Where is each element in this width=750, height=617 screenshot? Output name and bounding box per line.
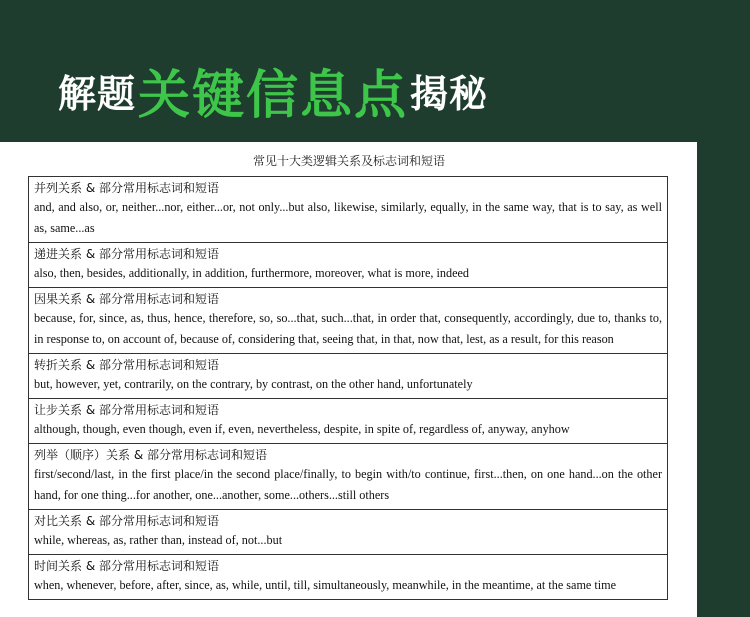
table-row (29, 287, 667, 353)
table-row (29, 509, 667, 554)
row-heading: 并列关系 & 部分常用标志词和短语 (34, 181, 219, 195)
row-heading: 递进关系 & 部分常用标志词和短语 (34, 247, 219, 261)
row-heading: 列举（顺序）关系 & 部分常用标志词和短语 (34, 448, 267, 462)
row-text: first/second/last, in the first place/in the second place/finally, to begin with/to continue, first...then, on one hand...on the other hand, for one thing...for another, one...another, some...others...still others (34, 467, 662, 502)
table-row (29, 177, 667, 242)
logic-relations-table (28, 176, 668, 600)
row-heading: 转折关系 & 部分常用标志词和短语 (34, 358, 219, 372)
row-text: when, whenever, before, after, since, as, while, until, till, simultaneously, meanwhile, in the meantime, at the same time (34, 578, 617, 592)
page-title (58, 50, 488, 130)
row-text: although, though, even though, even if, even, nevertheless, despite, in spite of, regardless of, anyway, anyhow (34, 422, 570, 436)
row-text: while, whereas, as, rather than, instead of, not...but (34, 533, 283, 547)
table-row (29, 353, 667, 398)
row-heading: 时间关系 & 部分常用标志词和短语 (34, 559, 219, 573)
row-text: and, and also, or, neither...nor, either...or, not only...but also, likewise, similarly, equally, in the same way, that is to say, as well as, same...as (34, 200, 662, 235)
title-right: 揭秘 (410, 71, 489, 116)
row-text: also, then, besides, additionally, in addition, furthermore, moreover, what is more, indeed (34, 266, 469, 280)
table-row (29, 554, 667, 599)
header-banner (0, 0, 750, 142)
row-heading: 因果关系 & 部分常用标志词和短语 (34, 292, 219, 306)
table-title: 常见十大类逻辑关系及标志词和短语 (252, 154, 445, 168)
content-panel (0, 142, 697, 617)
title-highlight: 关键信息点 (138, 65, 409, 126)
table-row (29, 242, 667, 287)
row-heading: 让步关系 & 部分常用标志词和短语 (34, 403, 219, 417)
row-text: because, for, since, as, thus, hence, therefore, so, so...that, such...that, in order that, consequently, accordingly, due to, thanks to, in response to, on account of, because of, considering that, seeing that, in that, now that, lest, as a result, for this reason (34, 311, 662, 346)
title-left: 解题 (58, 71, 137, 116)
row-text: but, however, yet, contrarily, on the contrary, by contrast, on the other hand, unfortunately (34, 377, 473, 391)
row-heading: 对比关系 & 部分常用标志词和短语 (34, 514, 219, 528)
table-row (29, 398, 667, 443)
table-row (29, 443, 667, 509)
